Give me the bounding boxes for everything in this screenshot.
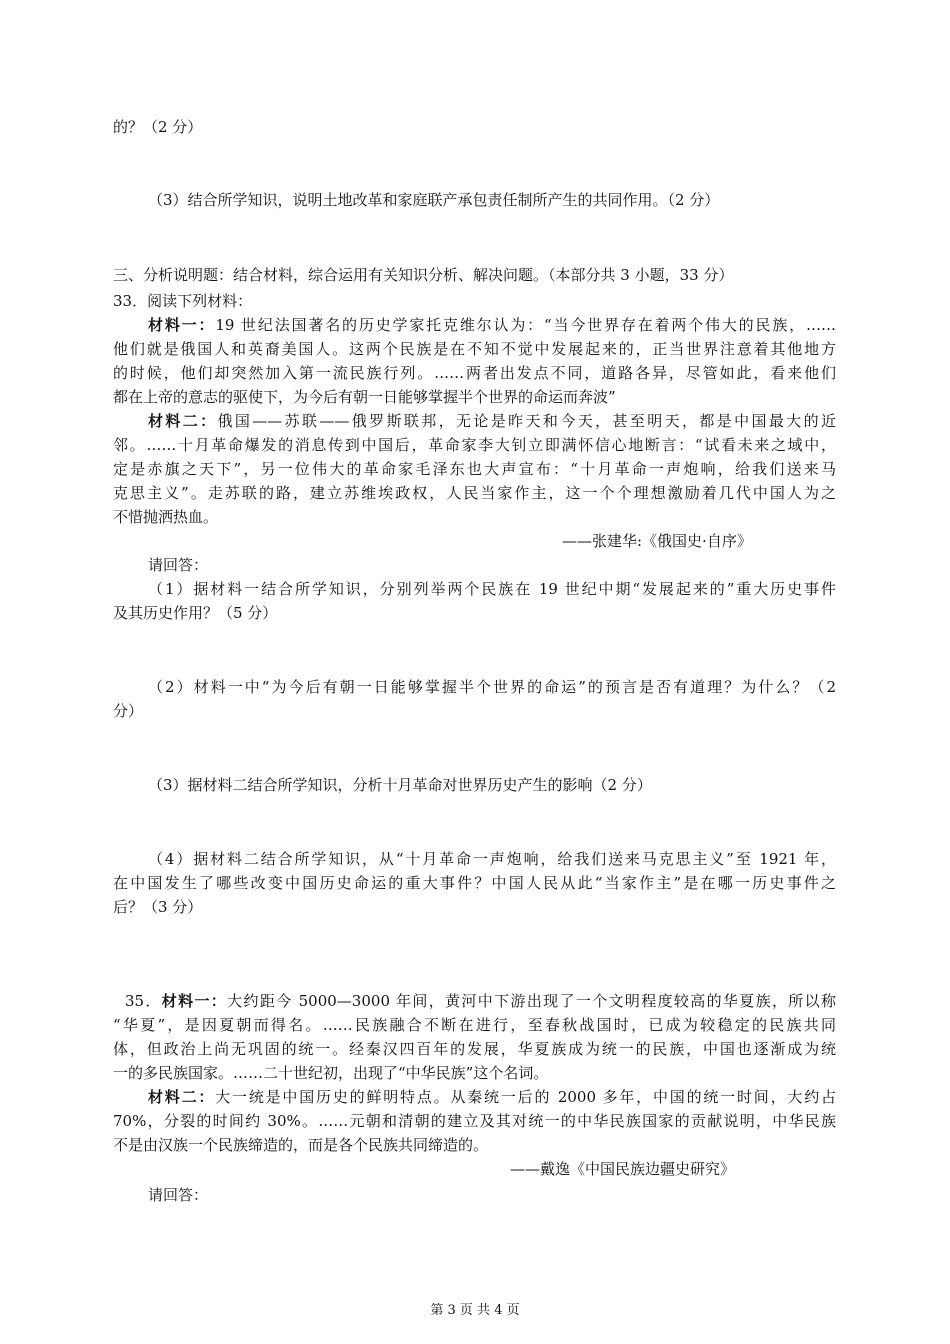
- q33-ask: 请回答：: [148, 556, 209, 574]
- q33-sub2-line1: （2）材料一中“为今后有朝一日能够掌握半个世界的命运”的预言是否有道理？为什么？（2: [148, 678, 836, 696]
- q35-material1-label: 材料一：: [161, 992, 228, 1010]
- q35-source: ——戴逸《中国民族边疆史研究》: [510, 1160, 736, 1178]
- q33-material2-label: 材料二：: [148, 412, 218, 430]
- q33-source: ——张建华:《俄国史·自序》: [562, 532, 752, 550]
- q33-material2-line5: 不惜抛洒热血。: [113, 508, 219, 526]
- q35-material1-line3: 体，但政治上尚无巩固的统一。经秦汉四百年的发展，华夏族成为统一的民族，中国也逐渐成为统: [113, 1040, 836, 1058]
- q35-material2-line2: 70%，分裂的时间约 30%。……元朝和清朝的建立及其对统一的中华民族国家的贡献说明，中华民族: [113, 1112, 836, 1130]
- q33-material1-line4: 都在上帝的意志的驱使下，为今后有朝一日能够掌握半个世界的命运而奔波”: [113, 388, 616, 406]
- q33-sub3: （3）据材料二结合所学知识，分析十月革命对世界历史产生的影响（2 分）: [148, 776, 652, 794]
- q35-number: 35．: [125, 992, 162, 1010]
- q33-material2-line4: 克思主义”。走苏联的路，建立苏维埃政权，人民当家作主，这一个个理想激励着几代中国人为之: [113, 484, 836, 502]
- q33-intro: 33．阅读下列材料：: [113, 292, 253, 310]
- q33-material1-line2: 他们就是俄国人和英裔美国人。这两个民族是在不知不觉中发展起来的，正当世界注意着其他地方: [113, 340, 836, 358]
- q33-sub4-line3: 后？（3 分）: [113, 898, 203, 916]
- page-footer: 第 3 页 共 4 页: [430, 1303, 520, 1318]
- q35-material1-line1: [125, 990, 836, 1012]
- q33-material1-text1: 19 世纪法国著名的历史学家托克维尔认为：“当今世界存在着两个伟大的民族，……: [215, 316, 836, 334]
- q33-sub4-line1: （4）据材料二结合所学知识，从“十月革命一声炮响，给我们送来马克思主义”至 1921 年，: [148, 850, 836, 868]
- q35-material2-line1: [148, 1086, 836, 1108]
- q33-material1-label: 材料一：: [148, 316, 216, 334]
- q33-sub1-line1: （1）据材料一结合所学知识，分别列举两个民族在 19 世纪中期“发展起来的”重大历史事件: [148, 580, 836, 598]
- prev-question-tail: 的？（2 分）: [113, 118, 203, 136]
- q35-material1-line4: 一的多民族国家。……二十世纪初，出现了“中华民族”这个名词。: [113, 1064, 549, 1082]
- q35-material2-label: 材料二：: [148, 1088, 216, 1106]
- q33-material1-line1: [148, 314, 836, 336]
- q35-material1-line2: “华夏”，是因夏朝而得名。……民族融合不断在进行，至春秋战国时，已成为较稳定的民族共同: [113, 1016, 836, 1034]
- section-heading: 三、分析说明题：结合材料，综合运用有关知识分析、解决问题。（本部分共 3 小题，33 分）: [113, 266, 734, 284]
- q33-material2-line1: [148, 410, 836, 432]
- q35-material2-text1: 大一统是中国历史的鲜明特点。从秦统一后的 2000 多年，中国的统一时间，大约占: [215, 1088, 836, 1106]
- q35-material1-text1: 大约距今 5000—3000 年间，黄河中下游出现了一个文明程度较高的华夏族，所以称: [227, 992, 836, 1010]
- q33-material2-text1: 俄国——苏联——俄罗斯联邦，无论是昨天和今天，甚至明天，都是中国最大的近: [217, 412, 836, 430]
- q33-sub1-line2: 及其历史作用？（5 分）: [113, 604, 278, 622]
- q33-sub2-line2: 分）: [113, 702, 144, 720]
- q33-material2-line3: 定是赤旗之天下”，另一位伟大的革命家毛泽东也大声宣布：“十月革命一声炮响，给我们送来马: [113, 460, 836, 478]
- q33-material2-line2: 邻。……十月革命爆发的消息传到中国后，革命家李大钊立即满怀信心地断言：“试看未来之域中，: [113, 436, 836, 454]
- q35-material2-line3: 不是由汉族一个民族缔造的，而是各个民族共同缔造的。: [113, 1136, 489, 1154]
- q33-sub4-line2: 在中国发生了哪些改变中国历史命运的重大事件？中国人民从此“当家作主”是在哪一历史事件之: [113, 874, 836, 892]
- prev-question-sub3: （3）结合所学知识，说明土地改革和家庭联产承包责任制所产生的共同作用。（2 分）: [148, 191, 720, 209]
- q35-ask: 请回答：: [148, 1186, 209, 1204]
- q33-material1-line3: 的时候，他们却突然加入第一流民族行列。……两者出发点不同，道路各异，尽管如此，看来他们: [113, 364, 836, 382]
